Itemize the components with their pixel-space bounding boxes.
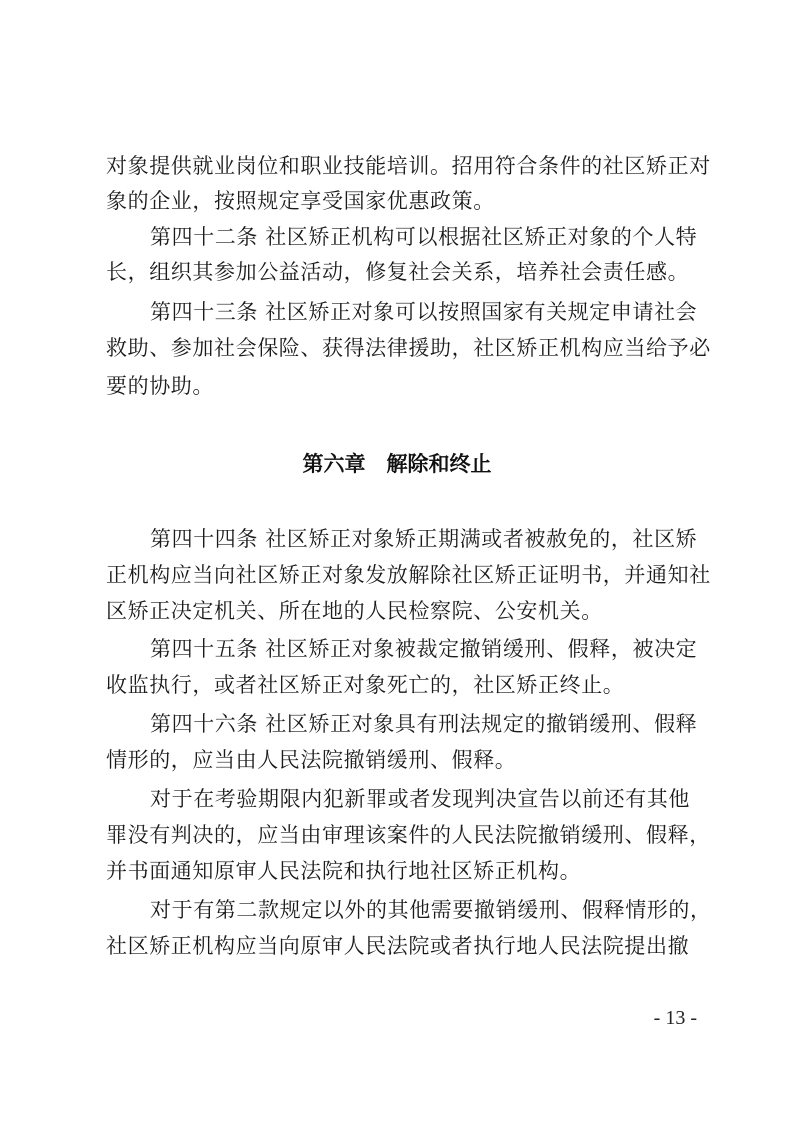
text-line: 收监执行，或者社区矫正对象死亡的，社区矫正终止。 [106,673,625,697]
article-43-line: 第四十三条 社区矫正对象可以按照国家有关规定申请社会 [150,300,698,324]
text-line: 并书面通知原审人民法院和执行地社区矫正机构。 [106,859,582,883]
text-line: 要的协助。 [106,374,214,398]
paragraph-line: 对于有第二款规定以外的其他需要撤销缓刑、假释情形的， [150,898,712,922]
chapter-heading: 第六章 解除和终止 [302,452,492,476]
article-44-line: 第四十四条 社区矫正对象矫正期满或者被赦免的，社区矫 [150,527,698,551]
text-line: 正机构应当向社区矫正对象发放解除社区矫正证明书，并通知社 [106,563,711,587]
text-line: 社区矫正机构应当向原审人民法院或者执行地人民法院提出撤 [106,934,690,958]
text-line: 情形的，应当由人民法院撤销缓刑、假释。 [106,748,517,772]
text-line: 长，组织其参加公益活动，修复社会关系，培养社会责任感。 [106,260,690,284]
paragraph-line: 对于在考验期限内犯新罪或者发现判决宣告以前还有其他 [150,787,690,811]
text-line: 对象提供就业岗位和职业技能培训。招用符合条件的社区矫正对 [106,154,711,178]
text-line: 罪没有判决的，应当由审理该案件的人民法院撤销缓刑、假释， [106,823,711,847]
text-line: 救助、参加社会保险、获得法律援助，社区矫正机构应当给予必 [106,336,711,360]
article-45-line: 第四十五条 社区矫正对象被裁定撤销缓刑、假释，被决定 [150,637,698,661]
text-line: 区矫正决定机关、所在地的人民检察院、公安机关。 [106,599,603,623]
article-42-line: 第四十二条 社区矫正机构可以根据社区矫正对象的个人特 [150,225,698,249]
page-number: - 13 - [653,1007,697,1029]
article-46-line: 第四十六条 社区矫正对象具有刑法规定的撤销缓刑、假释 [150,712,698,736]
text-line: 象的企业，按照规定享受国家优惠政策。 [106,189,495,213]
